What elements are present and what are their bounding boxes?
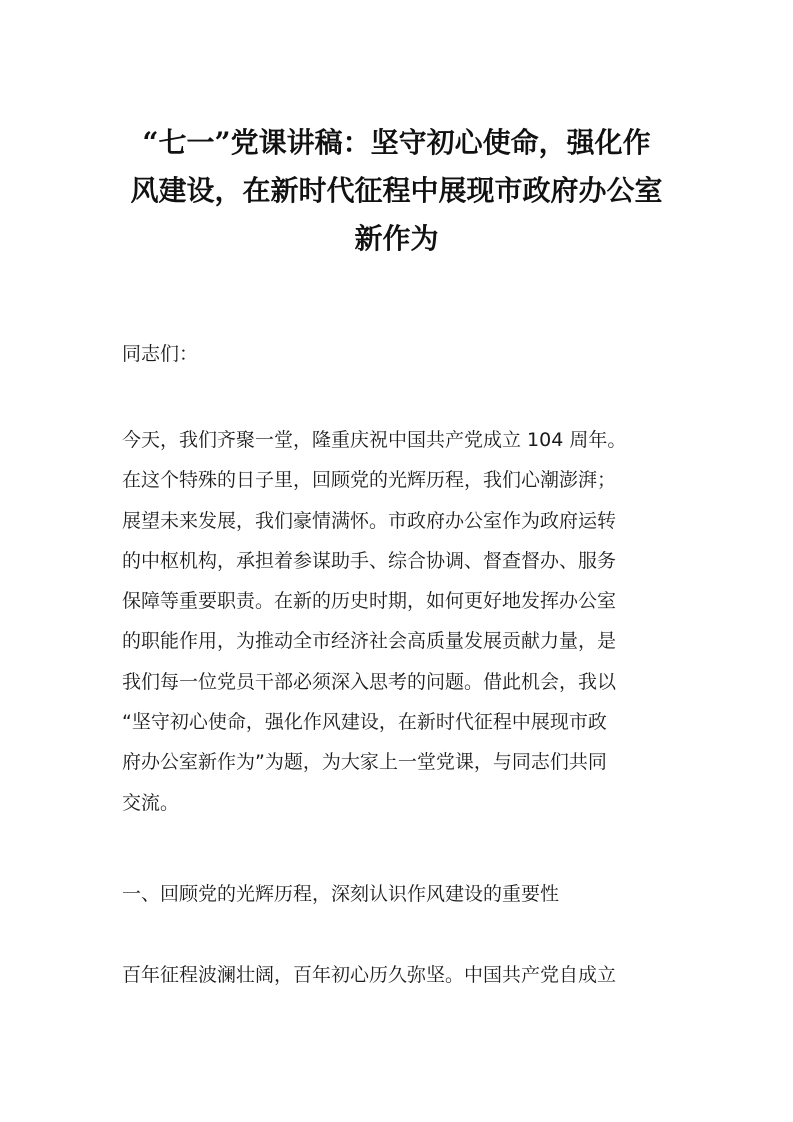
section-heading: 一、回顾党的光辉历程，深刻认识作风建设的重要性 — [122, 883, 560, 905]
paragraph-line: “坚守初心使命，强化作风建设，在新时代征程中展现市政 — [122, 711, 607, 734]
intro-paragraph — [122, 420, 674, 823]
document-title — [110, 119, 683, 263]
paragraph-line: 我们每一位党员干部必须深入思考的问题。借此机会，我以 — [122, 670, 617, 693]
section-paragraph: 百年征程波澜壮阔，百年初心历久弥坚。中国共产党自成立 — [122, 964, 617, 986]
title-line: 新作为 — [354, 222, 439, 255]
salutation: 同志们： — [122, 343, 199, 365]
paragraph-line: 今天，我们齐聚一堂，隆重庆祝中国共产党成立 104 周年。 — [122, 429, 627, 451]
paragraph-line: 在这个特殊的日子里，回顾党的光辉历程，我们心潮澎湃； — [122, 469, 617, 492]
paragraph-line: 府办公室新作为”为题，为大家上一堂党课，与同志们共同 — [122, 751, 607, 774]
title-line: “七一”党课讲稿：坚守初心使命，强化作 — [142, 126, 651, 159]
paragraph-line: 展望未来发展，我们豪情满怀。市政府办公室作为政府运转 — [122, 509, 617, 532]
title-line: 风建设，在新时代征程中展现市政府办公室 — [130, 174, 663, 207]
paragraph-line: 的中枢机构，承担着参谋助手、综合协调、督查督办、服务 — [122, 549, 617, 572]
paragraph-line: 的职能作用，为推动全市经济社会高质量发展贡献力量，是 — [122, 630, 617, 653]
paragraph-line: 保障等重要职责。在新的历史时期，如何更好地发挥办公室 — [122, 590, 617, 613]
paragraph-line: 交流。 — [122, 791, 180, 814]
